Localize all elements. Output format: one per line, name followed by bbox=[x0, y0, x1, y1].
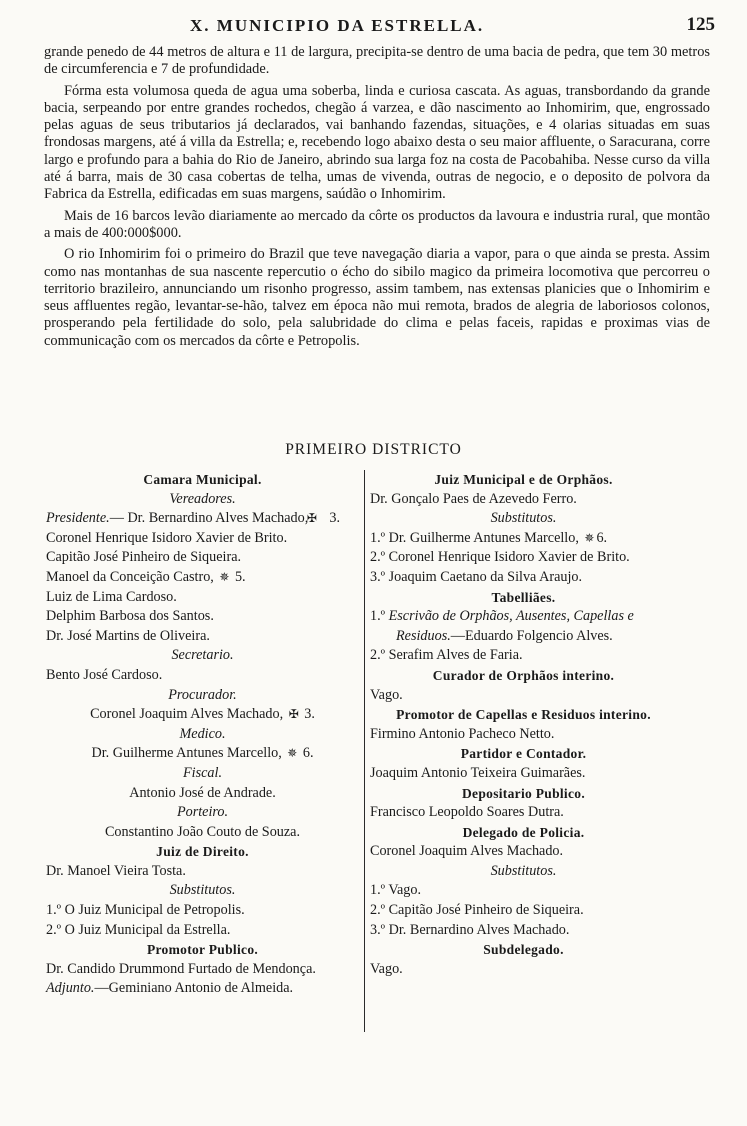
body-text bbox=[44, 44, 710, 354]
partidor-heading: Partidor e Contador. bbox=[460, 746, 587, 762]
medico-name: Dr. Guilherme Antunes Marcello, bbox=[91, 745, 282, 762]
substituto-1-name: 1.º Dr. Guilherme Antunes Marcello, bbox=[370, 529, 579, 546]
medico bbox=[46, 744, 359, 764]
promotor-capellas: Firmino Antonio Pacheco Netto. bbox=[370, 725, 555, 742]
paragraph-4: O rio Inhomirim foi o primeiro do Brazil que teve navegação diaria a vapor, para o que ainda se presta. Assim como nas montanhas de sua nascente repercutio o écho do sibilo magico da primeira locomotiva que percorreu o territorio brazileiro, annunciando um risonho progresso, assim tambem, nas extensas planicies que o Inhomirim e seus affluentes regão, levantar-se-hão, talvez em época não mui remota, brados de alegria de laboriosos colonos, prosperando pela fertilidade do solo, pela salubridade do clima e pelas faceis, rapidas e proximas vias de communicação com os mercados da côrte e Petropolis. bbox=[44, 246, 710, 349]
paragraph-3: Mais de 16 barcos levão diariamente ao mercado da côrte os productos da lavoura e industria rural, que montão a mais de 400:000$000. bbox=[44, 207, 710, 241]
procurador-name: Coronel Joaquim Alves Machado, bbox=[90, 706, 284, 723]
substitutos-heading: Substitutos. bbox=[490, 510, 557, 527]
adjunto-entry bbox=[46, 979, 359, 999]
procurador-order: 3. bbox=[304, 706, 315, 723]
juiz-direito-heading: Juiz de Direito. bbox=[156, 844, 249, 860]
procurador-heading: Procurador. bbox=[168, 686, 237, 703]
delegado-substituto-2: 2.º Capitão José Pinheiro de Siqueira. bbox=[370, 902, 584, 919]
camara-heading: Camara Municipal. bbox=[143, 472, 262, 487]
vereador-3 bbox=[46, 568, 359, 588]
vereador-4: Luiz de Lima Cardoso. bbox=[46, 588, 177, 605]
left-column bbox=[46, 470, 359, 999]
tabelliao-1 bbox=[370, 607, 677, 646]
vereador-2: Capitão José Pinheiro de Siqueira. bbox=[46, 549, 242, 566]
vereador-1: Coronel Henrique Isidoro Xavier de Brito. bbox=[46, 529, 288, 546]
column-divider bbox=[364, 470, 365, 1032]
tabelliao-2: 2.º Serafim Alves de Faria. bbox=[370, 647, 523, 664]
vereador-5: Delphim Barbosa dos Santos. bbox=[46, 608, 214, 625]
right-column bbox=[370, 470, 677, 979]
paragraph-2: Fórma esta volumosa queda de agua uma soberba, linda e curiosa cascata. As aguas, transbordando da grande bacia, serpeando por entre grandes rochedos, chegão á varzea, e dão nascimento ao Inhomirim, que, engrossado pelas aguas de seus tributarios já declarados, vai banhando fazendas, situações, e 4 olarias situadas em suas frondosas margens, até á villa da Estrella; e, recebendo logo abaixo desta o seu maior affluente, o Saracurana, corre largo e profundo para a bahia do Rio de Janeiro, abrindo sua larga foz na costa de Pacobahiba. Nesse curso da villa até á barra, mais de 30 casa cobertas de telha, umas de vivenda, outras de negocio, e o deposito de polvora da Fabrica da Estrella, edificadas em suas margens, saúdão o Inhomirim. bbox=[44, 82, 710, 203]
substituto-1: 1.º O Juiz Municipal de Petropolis. bbox=[46, 902, 245, 919]
tabelliao-1-office: Escrivão de Orphãos, Ausentes, Capellas e Residuos. bbox=[388, 608, 634, 644]
district-title: PRIMEIRO DISTRICTO bbox=[285, 441, 462, 458]
presidente-order: 3. bbox=[329, 510, 341, 527]
order-cross-icon: ✠ bbox=[288, 707, 299, 722]
page-number: 125 bbox=[686, 14, 715, 35]
presidente-name: — Dr. Bernardino Alves Machado, bbox=[109, 510, 309, 527]
vereador-3-name: Manoel da Conceição Castro, bbox=[46, 568, 214, 585]
depositario: Francisco Leopoldo Soares Dutra. bbox=[370, 804, 564, 821]
medico-heading: Medico. bbox=[179, 725, 226, 742]
secretario: Bento José Cardoso. bbox=[46, 666, 163, 683]
fiscal: Antonio José de Andrade. bbox=[129, 784, 276, 801]
substituto-2: 2.º Coronel Henrique Isidoro Xavier de Brito. bbox=[370, 549, 630, 566]
secretario-heading: Secretario. bbox=[171, 647, 234, 664]
medico-order: 6. bbox=[302, 745, 314, 762]
tabelliaes-heading: Tabelliães. bbox=[491, 589, 556, 605]
substituto-3: 3.º Joaquim Caetano da Silva Araujo. bbox=[370, 568, 583, 585]
curador-heading: Curador de Orphãos interino. bbox=[432, 667, 615, 683]
subdelegado: Vago. bbox=[370, 960, 403, 977]
presidente-label: Presidente. bbox=[46, 510, 110, 527]
tabelliao-1-name: —Eduardo Folgencio Alves. bbox=[450, 627, 613, 644]
juiz-municipal-heading: Juiz Municipal e de Orphãos. bbox=[434, 472, 613, 487]
substituto-1 bbox=[370, 529, 677, 549]
order-rose-icon: ✵ bbox=[219, 569, 230, 584]
vereador-3-order: 5. bbox=[234, 568, 246, 585]
delegado: Coronel Joaquim Alves Machado. bbox=[370, 843, 564, 860]
delegado-substituto-1: 1.º Vago. bbox=[370, 882, 422, 899]
chapter-title: X. MUNICIPIO DA ESTRELLA. bbox=[190, 16, 485, 35]
vereadores-heading: Vereadores. bbox=[169, 490, 236, 507]
vereador-6: Dr. José Martins de Oliveira. bbox=[46, 627, 210, 644]
procurador bbox=[46, 705, 359, 725]
promotor-capellas-heading: Promotor de Capellas e Residuos interino. bbox=[396, 707, 651, 723]
order-cross-icon: ✠ bbox=[306, 511, 317, 526]
order-rose-icon: ✵ bbox=[287, 746, 298, 761]
curador: Vago. bbox=[370, 686, 403, 703]
presidente-entry bbox=[46, 509, 359, 529]
substituto-2: 2.º O Juiz Municipal da Estrella. bbox=[46, 921, 231, 938]
adjunto-name: —Geminiano Antonio de Almeida. bbox=[94, 980, 294, 997]
paragraph-1: grande penedo de 44 metros de altura e 11 de largura, precipita-se dentro de uma bacia de pedra, que tem 30 metros de circumferencia e 7 de profundidade. bbox=[44, 44, 710, 78]
promotor: Dr. Candido Drummond Furtado de Mendonça. bbox=[46, 960, 316, 977]
substitutos-delegado-heading: Substitutos. bbox=[490, 862, 557, 879]
fiscal-heading: Fiscal. bbox=[182, 764, 222, 781]
partidor: Joaquim Antonio Teixeira Guimarães. bbox=[370, 764, 586, 781]
porteiro: Constantino João Couto de Souza. bbox=[104, 823, 301, 840]
promotor-heading: Promotor Publico. bbox=[146, 942, 259, 958]
delegado-substituto-3: 3.º Dr. Bernardino Alves Machado. bbox=[370, 921, 570, 938]
order-rose-icon: ✵ bbox=[584, 530, 595, 545]
adjunto-label: Adjunto. bbox=[46, 980, 95, 997]
substitutos-heading: Substitutos. bbox=[169, 882, 236, 899]
juiz-municipal: Dr. Gonçalo Paes de Azevedo Ferro. bbox=[370, 490, 577, 507]
subdelegado-heading: Subdelegado. bbox=[483, 942, 564, 958]
juiz-direito: Dr. Manoel Vieira Tosta. bbox=[46, 862, 186, 879]
running-head bbox=[40, 8, 715, 38]
substituto-1-order: 6. bbox=[596, 529, 608, 546]
porteiro-heading: Porteiro. bbox=[176, 804, 229, 821]
depositario-heading: Depositario Publico. bbox=[462, 785, 585, 801]
tabelliao-1-number: 1.º bbox=[370, 608, 386, 625]
delegado-heading: Delegado de Policia. bbox=[462, 824, 585, 840]
